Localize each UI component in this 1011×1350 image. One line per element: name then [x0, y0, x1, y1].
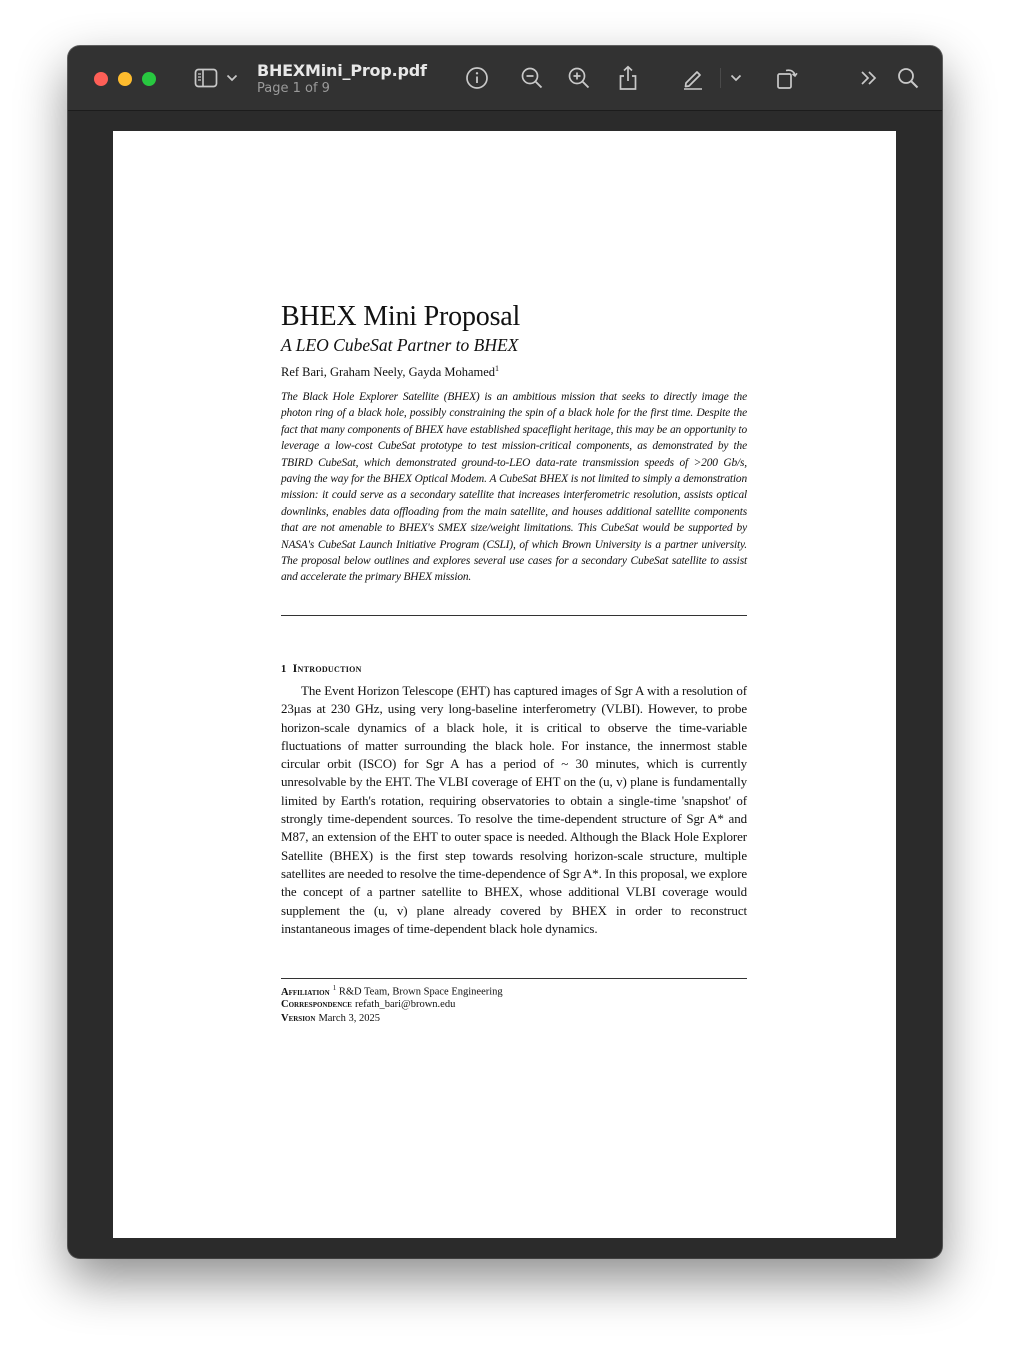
title-bar — [68, 46, 942, 111]
paper-abstract: The Black Hole Explorer Satellite (BHEX) is an ambitious mission that seeks to directly image the photon ring of a black hole, possibly constraining the spin of a black hole for the first time. Despite the fact that many components of BHEX have established spaceflight heritage, this may be an opportunity to leverage a low-cost CubeSat prototype to test mission-critical components, as demonstrated by the TBIRD CubeSat, which demonstrated ground-to-LEO data-rate transmission speeds of >200 Gb/s, paving the way for the BHEX Optical Modem. A CubeSat BHEX is not limited to simply a demonstration mission: it could serve as a secondary satellite that increases interferometric resolution, assists optical downlinks, enables data offloading from the main satellite, and houses additional satellite components that are not amenable to BHEX's SMEX size/weight limitations. This CubeSat would be supported by NASA's CubeSat Launch Initiative Program (CSLI), of which Brown University is a partner university. The proposal below outlines and explores several use cases for a secondary CubeSat satellite to assist and accelerate the primary BHEX mission. — [281, 391, 747, 584]
paper-subtitle: A LEO CubeSat Partner to BHEX — [281, 335, 519, 355]
section-title: Introduction — [292, 661, 362, 675]
page-indicator: Page 1 of 9 — [257, 81, 330, 96]
search-icon[interactable] — [896, 64, 920, 92]
footer-divider — [281, 978, 747, 979]
pdf-page[interactable] — [113, 131, 896, 1238]
author-names: Ref Bari, Graham Neely, Gayda Mohamed — [281, 365, 496, 380]
share-icon[interactable] — [616, 64, 640, 92]
abstract-divider — [281, 615, 747, 616]
markup-pen-icon[interactable] — [680, 64, 706, 92]
document-viewport[interactable] — [68, 111, 942, 1258]
paper-authors — [281, 364, 499, 380]
version-line — [281, 1013, 380, 1024]
correspondence-line — [281, 999, 455, 1010]
affiliation-line — [281, 984, 503, 998]
close-window-button[interactable] — [94, 72, 108, 86]
more-icon[interactable] — [858, 64, 880, 92]
section-heading — [281, 661, 362, 676]
version-value: March 3, 2025 — [318, 1013, 380, 1024]
rotate-icon[interactable] — [774, 64, 800, 92]
version-label: Version — [281, 1013, 316, 1024]
sidebar-toggle-icon[interactable] — [192, 64, 220, 92]
author-affiliation-mark: 1 — [495, 364, 500, 373]
introduction-paragraph: The Event Horizon Telescope (EHT) has captured images of Sgr A with a resolution of 23μas at 230 GHz, using very long-baseline interferometry (VLBI). However, to probe horizon-scale dynamics of a black hole, it is critical to observe the time-variable fluctuations of matter surrounding the black hole. For instance, the innermost stable circular orbit (ISCO) for Sgr A has a period of ~ 30 minutes, which is currently unresolvable by the EHT. The VLBI coverage of EHT on the (u, v) plane is fundamentally limited by Earth's rotation, requiring observatories to obtain a single-time 'snapshot' of strongly time-dependent sources. To resolve the time-dependent structure of Sgr A* and M87, an extension of the EHT to outer space is needed. Although the Black Hole Explorer Satellite (BHEX) is the first step towards resolving horizon-scale structure, multiple satellites are needed to resolve the time-dependence of Sgr A*. In this proposal, we explore the concept of a partner satellite to BHEX, whose additional VLBI coverage would supplement the (u, v) plane already covered by BHEX in order to reconstruct instantaneous images of time-dependent black hole dynamics. — [281, 683, 747, 936]
document-title[interactable]: BHEXMini_Prop.pdf — [257, 61, 427, 80]
minimize-window-button[interactable] — [118, 72, 132, 86]
affiliation-label: Affiliation — [281, 986, 330, 998]
toolbar-divider — [720, 68, 721, 88]
correspondence-label: Correspondence — [281, 999, 352, 1010]
correspondence-value: refath_bari@brown.edu — [354, 999, 456, 1010]
info-icon[interactable] — [464, 64, 490, 92]
section-number: 1 — [281, 664, 287, 675]
chevron-down-icon[interactable] — [225, 64, 239, 92]
paper-title: BHEX Mini Proposal — [281, 301, 521, 332]
affiliation-value: R&D Team, Brown Space Engineering — [338, 986, 503, 998]
chevron-down-icon[interactable] — [729, 64, 743, 92]
preview-window — [68, 46, 942, 1258]
zoom-in-icon[interactable] — [566, 64, 592, 92]
zoom-out-icon[interactable] — [519, 64, 545, 92]
zoom-window-button[interactable] — [142, 72, 156, 86]
affiliation-mark: 1 — [332, 984, 337, 992]
